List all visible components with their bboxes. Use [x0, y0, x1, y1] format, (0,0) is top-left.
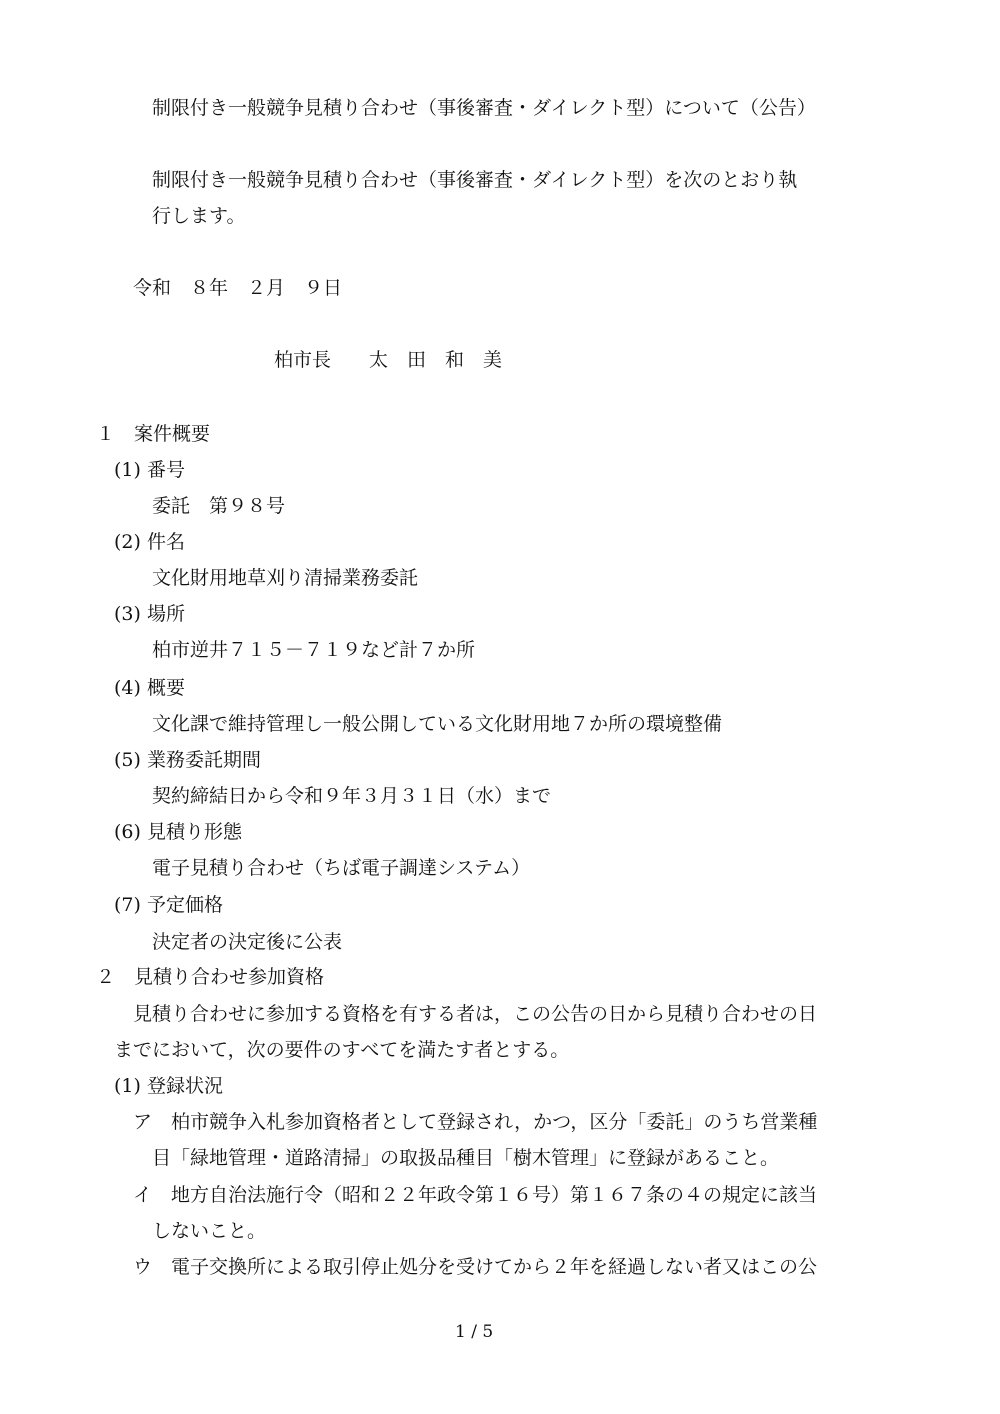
section-2-heading: ２ 見積り合わせ参加資格: [96, 966, 325, 988]
issuer-name: 柏市長 太 田 和 美: [274, 349, 503, 371]
requirement-i-line-1: イ 地方自治法施行令（昭和２２年政令第１６号）第１６７条の４の規定に該当: [133, 1184, 818, 1206]
item-value: 文化財用地草刈り清掃業務委託: [152, 567, 419, 589]
item-label: (7) 予定価格: [114, 894, 223, 916]
sub-item-label: (1) 登録状況: [114, 1075, 223, 1097]
section-2-paragraph-line-1: 見積り合わせに参加する資格を有する者は，この公告の日から見積り合わせの日: [133, 1003, 818, 1025]
intro-line-1: 制限付き一般競争見積り合わせ（事後審査・ダイレクト型）を次のとおり執: [152, 169, 798, 191]
intro-line-2: 行します。: [152, 205, 246, 227]
item-label: (2) 件名: [114, 531, 185, 553]
section-1-heading: １ 案件概要: [96, 423, 211, 445]
item-value: 文化課で維持管理し一般公開している文化財用地７か所の環境整備: [152, 713, 723, 735]
item-value: 柏市逆井７１５－７１９など計７か所: [152, 639, 476, 661]
notice-date: 令和 ８年 ２月 ９日: [133, 277, 343, 299]
notice-title: 制限付き一般競争見積り合わせ（事後審査・ダイレクト型）について（公告）: [152, 97, 816, 119]
requirement-i-line-2: しないこと。: [152, 1220, 267, 1242]
section-2-paragraph-line-2: までにおいて，次の要件のすべてを満たす者とする。: [114, 1039, 570, 1061]
item-label: (4) 概要: [114, 677, 185, 699]
item-label: (5) 業務委託期間: [114, 749, 261, 771]
page-number: 1 / 5: [455, 1322, 494, 1342]
item-value: 決定者の決定後に公表: [152, 931, 343, 953]
item-label: (6) 見積り形態: [114, 821, 242, 843]
item-label: (3) 場所: [114, 603, 185, 625]
item-value: 委託 第９８号: [152, 495, 286, 517]
item-value: 契約締結日から令和９年３月３１日（水）まで: [152, 785, 552, 807]
item-label: (1) 番号: [114, 459, 185, 481]
item-value: 電子見積り合わせ（ちば電子調達システム）: [152, 857, 531, 879]
requirement-a-line-2: 目「緑地管理・道路清掃」の取扱品種目「樹木管理」に登録があること。: [152, 1147, 780, 1169]
requirement-u-line-1: ウ 電子交換所による取引停止処分を受けてから２年を経過しない者又はこの公: [133, 1256, 818, 1278]
requirement-a-line-1: ア 柏市競争入札参加資格者として登録され，かつ，区分「委託」のうち営業種: [133, 1111, 818, 1133]
